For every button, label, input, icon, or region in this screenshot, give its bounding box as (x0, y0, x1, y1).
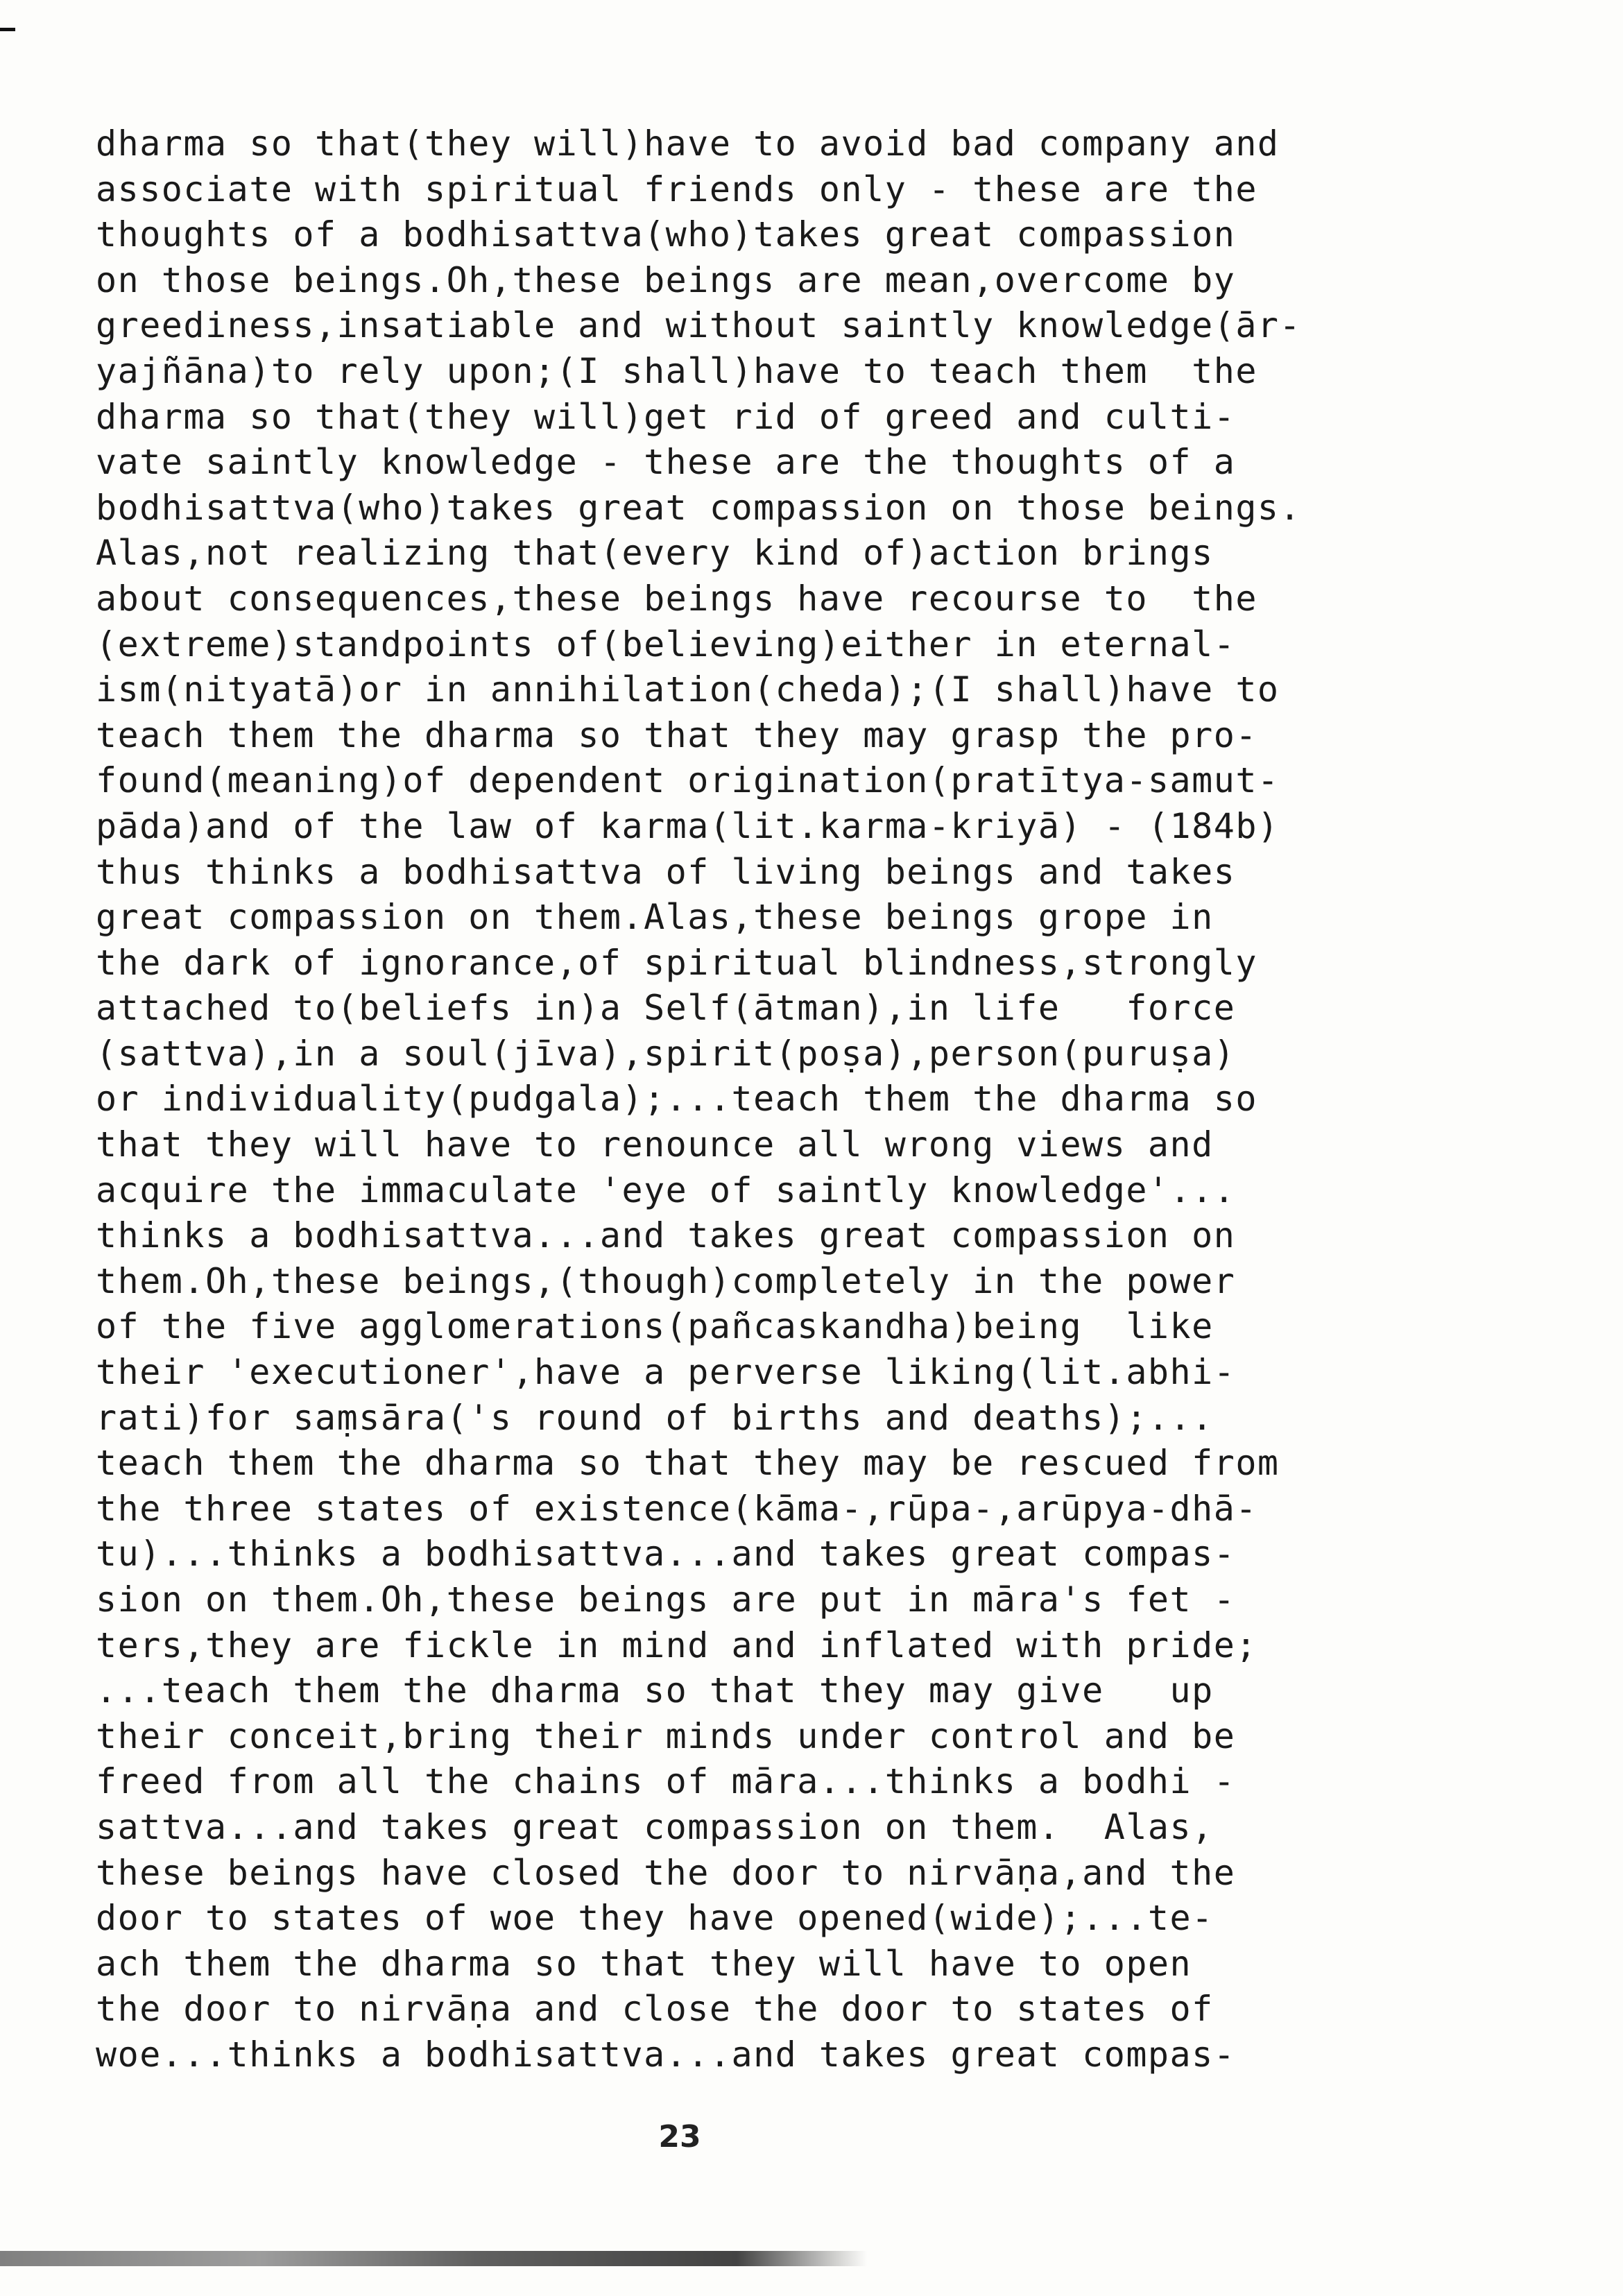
scan-corner-mark (0, 28, 15, 31)
text-line: on those beings.Oh,these beings are mean,overcome by (96, 259, 1236, 300)
text-line: them.Oh,these beings,(though)completely in the power (96, 1260, 1236, 1301)
text-line: pāda)and of the law of karma(lit.karma-kriyā) - (184b) (96, 805, 1280, 846)
text-line: thoughts of a bodhisattva(who)takes great compassion (96, 214, 1236, 255)
text-line: teach them the dharma so that they may be rescued from (96, 1443, 1280, 1484)
text-line: ...teach them the dharma so that they may give up (96, 1670, 1214, 1711)
text-line: the door to nirvāṇa and close the door to states of (96, 1989, 1214, 2030)
text-line: the three states of existence(kāma-,rūpa-,arūpya-dhā- (96, 1488, 1257, 1529)
text-line: their 'executioner',have a perverse liking(lit.abhi- (96, 1352, 1236, 1393)
text-line: sattva...and takes great compassion on them. Alas, (96, 1806, 1214, 1847)
text-line: sion on them.Oh,these beings are put in māra's fet - (96, 1579, 1236, 1620)
text-line: ters,they are fickle in mind and inflated with pride; (96, 1625, 1257, 1665)
text-line: thinks a bodhisattva...and takes great compassion on (96, 1215, 1236, 1256)
text-line: bodhisattva(who)takes great compassion on those beings. (96, 487, 1302, 528)
text-line: of the five agglomerations(pañcaskandha)being like (96, 1306, 1214, 1347)
text-line: Alas,not realizing that(every kind of)action brings (96, 533, 1214, 574)
text-line: ach them the dharma so that they will have to open (96, 1943, 1192, 1984)
text-line: associate with spiritual friends only - these are the (96, 169, 1257, 209)
text-line: door to states of woe they have opened(wide);...te- (96, 1898, 1214, 1939)
scan-edge-smudge (0, 2251, 867, 2266)
text-line: (sattva),in a soul(jīva),spirit(poṣa),person(puruṣa) (96, 1033, 1236, 1074)
text-line: teach them the dharma so that they may grasp the pro- (96, 714, 1257, 755)
text-line: rati)for saṃsāra('s round of births and deaths);... (96, 1397, 1214, 1438)
text-line: about consequences,these beings have recourse to the (96, 578, 1257, 619)
text-line: woe...thinks a bodhisattva...and takes great compas- (96, 2034, 1236, 2075)
text-line: their conceit,bring their minds under control and be (96, 1715, 1236, 1756)
text-line: dharma so that(they will)get rid of greed and culti- (96, 396, 1236, 437)
text-line: freed from all the chains of māra...thinks a bodhi - (96, 1761, 1236, 1802)
page-number: 23 (658, 2119, 701, 2154)
text-line: attached to(beliefs in)a Self(ātman),in life force (96, 988, 1236, 1029)
text-line: tu)...thinks a bodhisattva...and takes great compas- (96, 1534, 1236, 1575)
text-line: the dark of ignorance,of spiritual blindness,strongly (96, 942, 1257, 983)
body-text (96, 121, 1316, 2078)
text-line: ism(nityatā)or in annihilation(cheda);(I shall)have to (96, 669, 1280, 710)
text-line: great compassion on them.Alas,these beings grope in (96, 897, 1214, 938)
text-line: vate saintly knowledge - these are the thoughts of a (96, 442, 1236, 483)
text-line: these beings have closed the door to nirvāṇa,and the (96, 1852, 1236, 1893)
text-line: yajñāna)to rely upon;(I shall)have to teach them the (96, 350, 1257, 391)
text-line: dharma so that(they will)have to avoid bad company and (96, 123, 1280, 164)
text-line: thus thinks a bodhisattva of living beings and takes (96, 851, 1236, 892)
text-line: found(meaning)of dependent origination(pratītya-samut- (96, 760, 1280, 801)
text-line: acquire the immaculate 'eye of saintly knowledge'... (96, 1170, 1236, 1210)
text-line: that they will have to renounce all wrong views and (96, 1124, 1214, 1165)
text-line: or individuality(pudgala);...teach them the dharma so (96, 1079, 1257, 1120)
text-line: (extreme)standpoints of(believing)either in eternal- (96, 624, 1236, 665)
text-line: greediness,insatiable and without saintly knowledge(ār- (96, 305, 1302, 346)
